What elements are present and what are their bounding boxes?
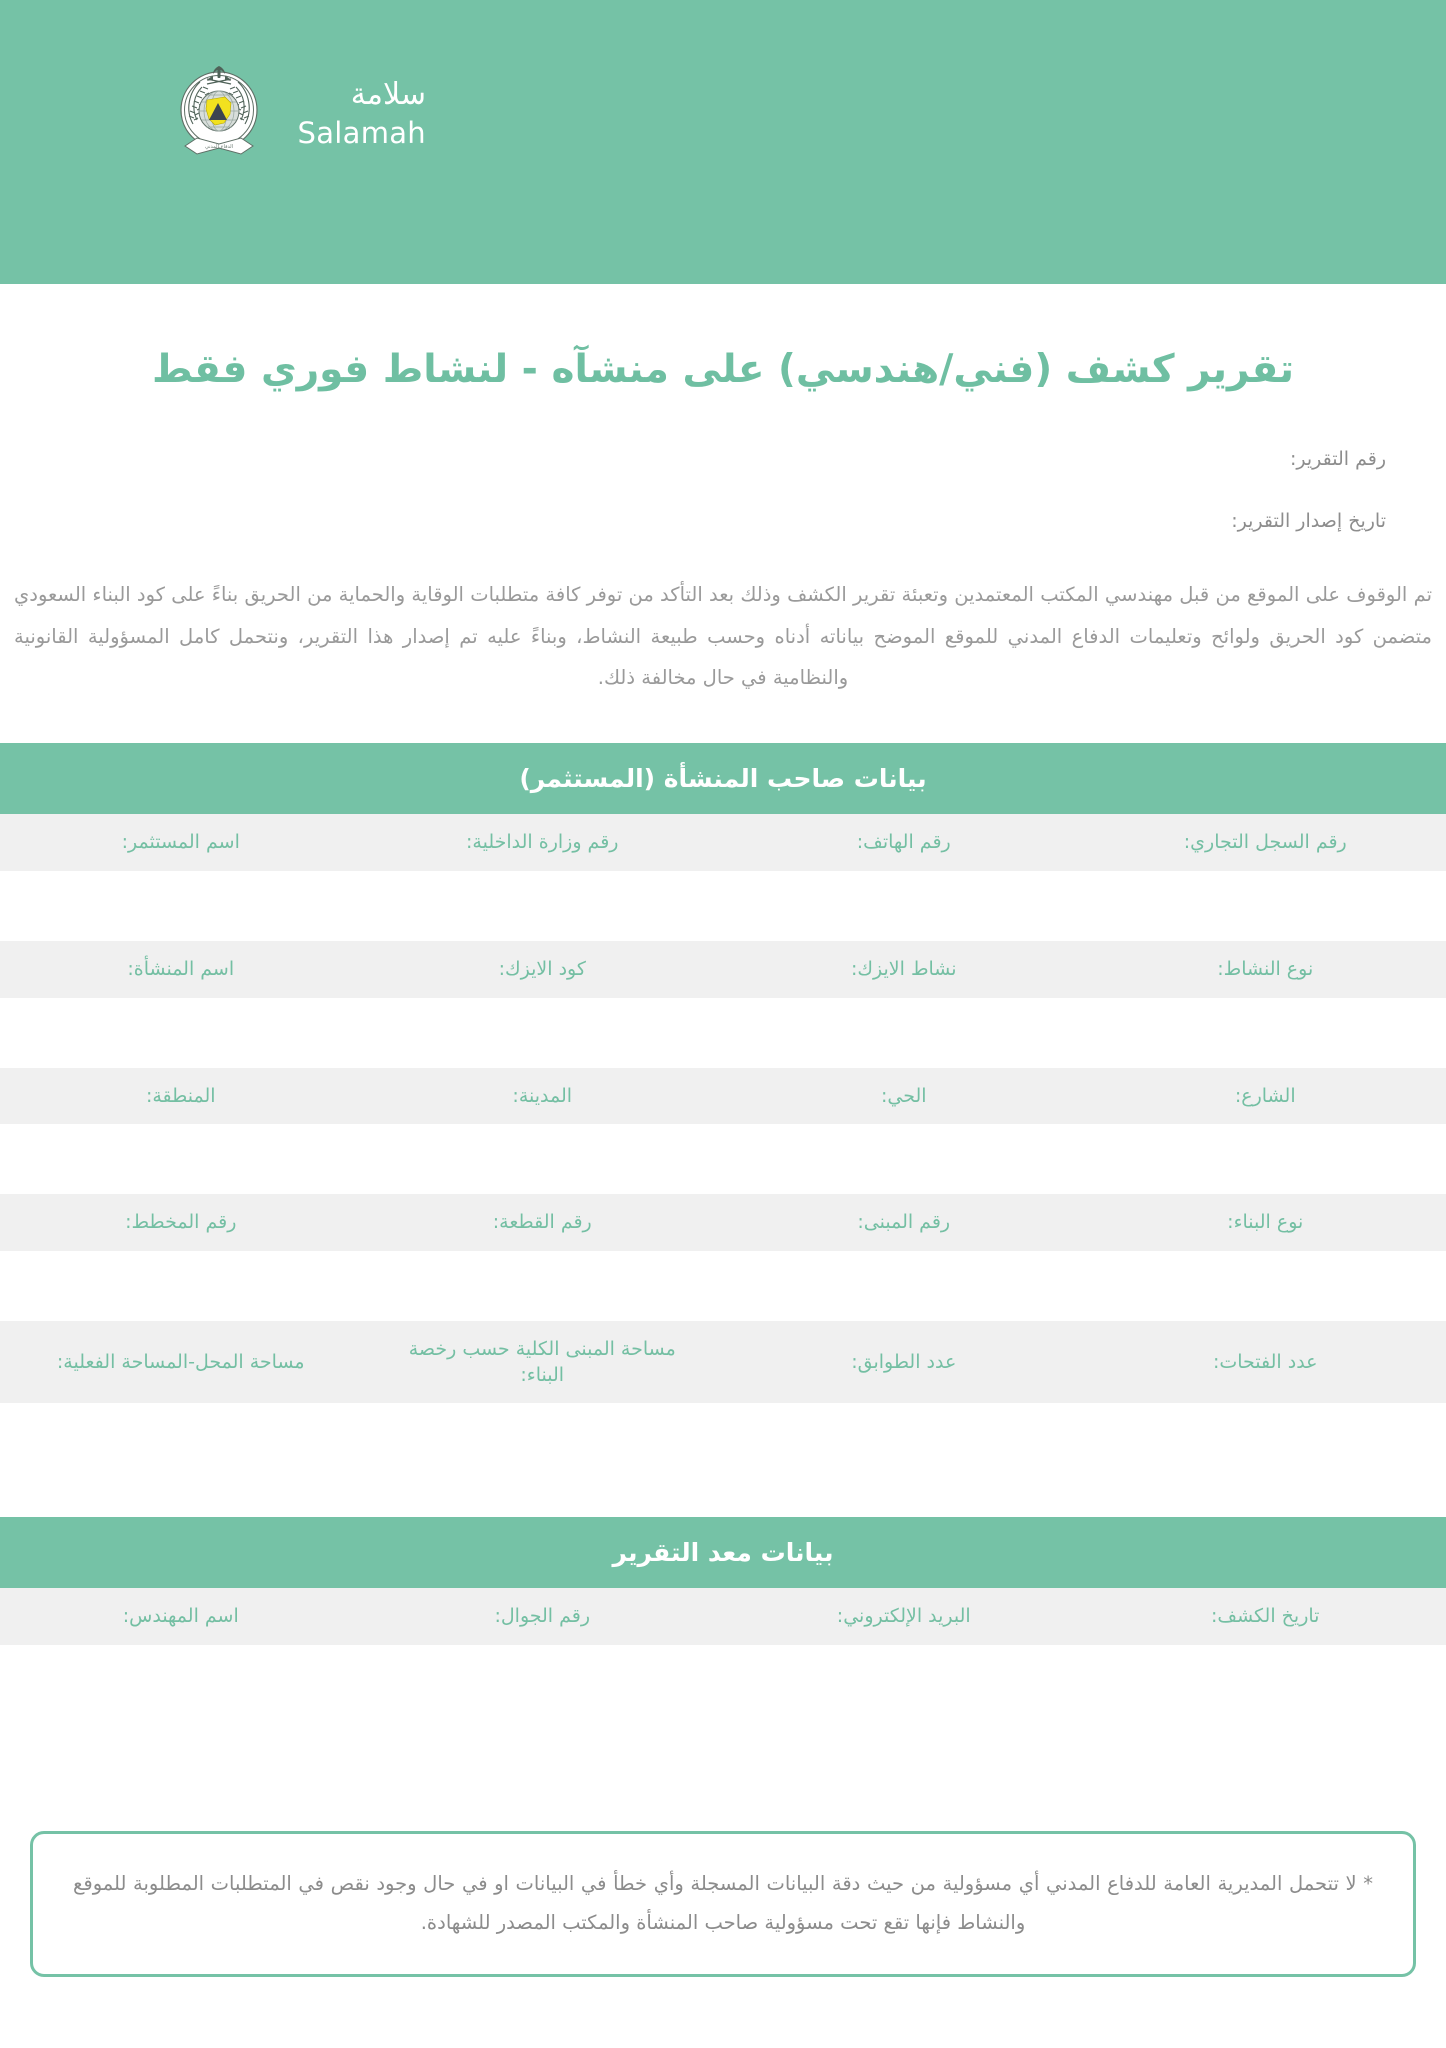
field-label: رقم الهاتف: [723,814,1085,871]
table-row [0,814,1446,871]
field-value[interactable] [0,1645,362,1703]
table-row [0,1403,1446,1461]
row-spacer [0,1309,1446,1321]
intro-paragraph: تم الوقوف على الموقع من قبل مهندسي المكتب المعتمدين وتعبئة تقرير الكشف وذلك بعد التأكد من توفر كافة متطلبات الوقاية والحماية من الحريق بناءً على كود البناء السعودي متضمن كود الحريق ولوائح وتعليمات الدفاع المدني للموقع الموضح بياناته أدناه وحسب طبيعة النشاط، وبناءً عليه تم إصدار هذا التقرير، ونتحمل كامل المسؤولية القانونية والنظامية في حال مخالفة ذلك. [14,582,1432,690]
section-header-owner-data: بيانات صاحب المنشأة (المستثمر) [0,743,1446,814]
field-value[interactable] [723,871,1085,929]
table-row [0,941,1446,998]
field-label: عدد الفتحات: [1085,1321,1446,1403]
field-value[interactable] [0,1251,362,1309]
svg-text:الدفاع المدني: الدفاع المدني [205,144,234,150]
table-row [0,871,1446,929]
field-value[interactable] [362,1124,724,1182]
document-body [0,344,1446,1977]
field-label: مساحة المحل-المساحة الفعلية: [0,1321,362,1403]
field-value[interactable] [0,998,362,1056]
preparer-data-table [0,1588,1446,1703]
field-label: اسم المنشأة: [0,941,362,998]
field-value[interactable] [1085,1645,1446,1703]
field-value[interactable] [0,1403,362,1461]
table-row [0,1645,1446,1703]
row-spacer [0,1182,1446,1194]
brand-block [167,62,426,166]
disclaimer-note: * لا تتحمل المديرية العامة للدفاع المدني أي مسؤولية من حيث دقة البيانات المسجلة وأي خطأ في البيانات او في حال وجود نقص في المتطلبات المطلوبة للموقع والنشاط فإنها تقع تحت مسؤولية صاحب المنشأة والمكتب المصدر للشهادة. [30,1831,1416,1977]
field-value[interactable] [723,1645,1085,1703]
field-label: عدد الطوابق: [723,1321,1085,1403]
field-label: نوع البناء: [1085,1194,1446,1251]
field-label: مساحة المبنى الكلية حسب رخصة البناء: [362,1321,724,1403]
field-label: نوع النشاط: [1085,941,1446,998]
row-spacer [0,929,1446,941]
field-label: رقم المخطط: [0,1194,362,1251]
section-header-preparer-data: بيانات معد التقرير [0,1517,1446,1588]
field-label: اسم المستثمر: [0,814,362,871]
field-value[interactable] [362,1251,724,1309]
field-value[interactable] [362,1645,724,1703]
field-label: رقم وزارة الداخلية: [362,814,724,871]
page-title: تقرير كشف (فني/هندسي) على منشآه - لنشاط فوري فقط [152,347,1294,392]
table-row [0,1251,1446,1309]
field-label: رقم الجوال: [362,1588,724,1645]
field-label: رقم القطعة: [362,1194,724,1251]
section-spacer [0,1461,1446,1517]
report-number-label: رقم التقرير: [1289,447,1386,470]
brand-name-arabic: سلامة [350,77,426,113]
field-value[interactable] [723,1124,1085,1182]
table-row [0,1194,1446,1251]
field-value[interactable] [0,871,362,929]
field-label: نشاط الايزك: [723,941,1085,998]
owner-data-table [0,814,1446,1461]
table-row [0,1068,1446,1125]
table-row [0,1588,1446,1645]
field-value[interactable] [723,1251,1085,1309]
field-value[interactable] [362,1403,724,1461]
field-value[interactable] [362,871,724,929]
field-label: كود الايزك: [362,941,724,998]
field-label: المدينة: [362,1068,724,1125]
field-label: الحي: [723,1068,1085,1125]
field-value[interactable] [1085,1403,1446,1461]
field-value[interactable] [1085,1251,1446,1309]
page-header [0,0,1446,284]
table-row [0,1124,1446,1182]
field-value[interactable] [1085,871,1446,929]
table-row [0,1321,1446,1403]
field-label: الشارع: [1085,1068,1446,1125]
table-row [0,998,1446,1056]
field-label: رقم السجل التجاري: [1085,814,1446,871]
saudi-civil-defense-emblem-icon [167,62,271,166]
footer-spacer [0,1703,1446,1831]
brand-name-english: Salamah [297,115,426,150]
field-label: تاريخ الكشف: [1085,1588,1446,1645]
row-spacer [0,1056,1446,1068]
field-value[interactable] [1085,998,1446,1056]
field-label: اسم المهندس: [0,1588,362,1645]
field-label: البريد الإلكتروني: [723,1588,1085,1645]
report-date-label: تاريخ إصدار التقرير: [1231,510,1386,533]
field-value[interactable] [723,1403,1085,1461]
field-label: المنطقة: [0,1068,362,1125]
field-label: رقم المبنى: [723,1194,1085,1251]
field-value[interactable] [362,998,724,1056]
field-value[interactable] [723,998,1085,1056]
field-value[interactable] [1085,1124,1446,1182]
field-value[interactable] [0,1124,362,1182]
brand-text [297,76,426,152]
